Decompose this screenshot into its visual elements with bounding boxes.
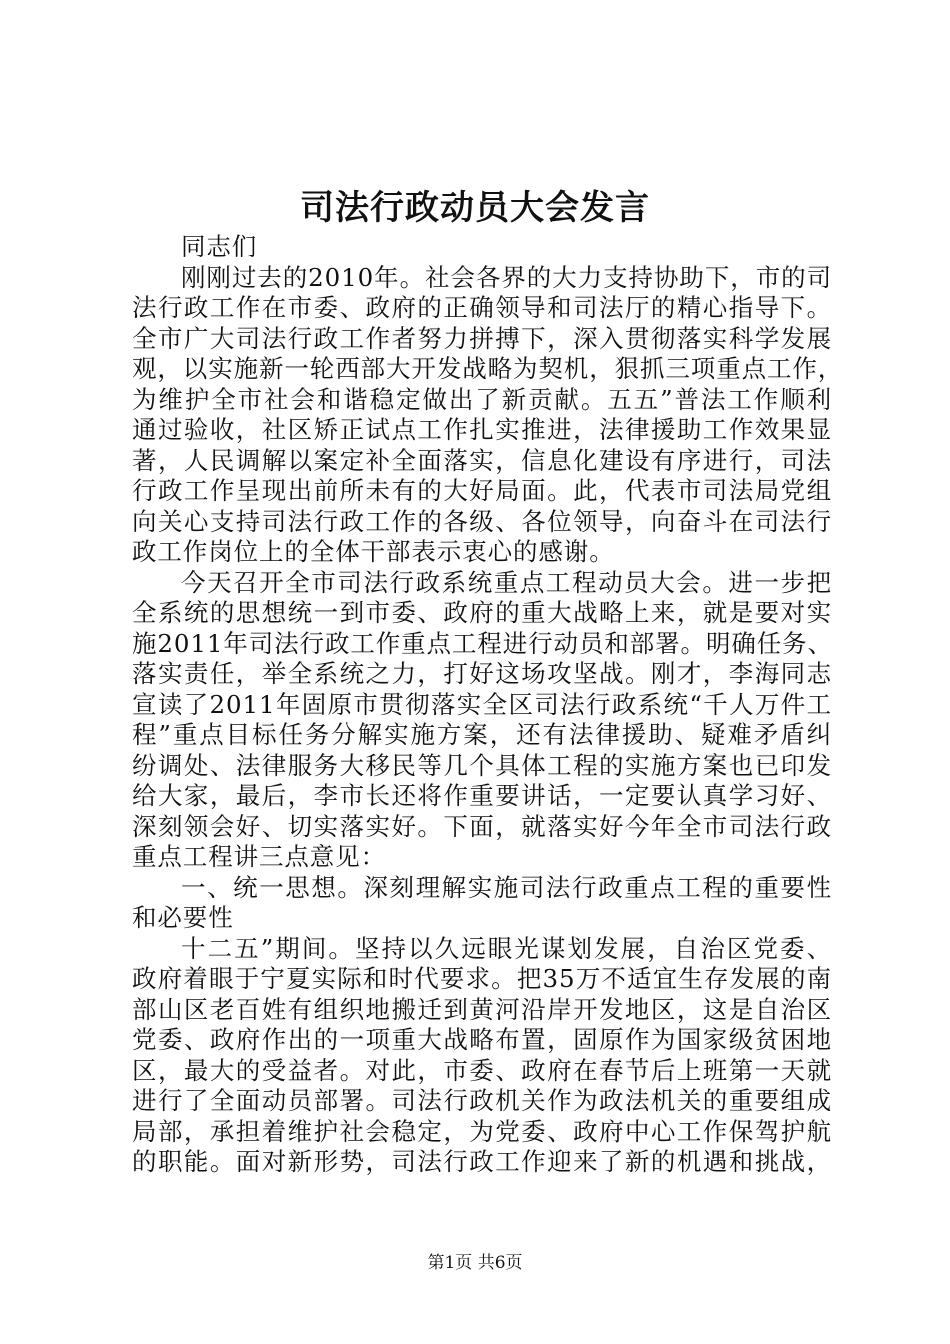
text-line: 今天召开全市司法行政系统重点工程动员大会。进一步把 bbox=[181, 567, 832, 597]
text-line: 施2011年司法行政工作重点工程进行动员和部署。明确任务、 bbox=[132, 628, 833, 658]
document-title: 司法行政动员大会发言 bbox=[300, 188, 650, 228]
text-line: 深刻领会好、切实落实好。下面，就落实好今年全市司法行政 bbox=[132, 811, 832, 841]
text-line: 著，人民调解以案定补全面落实，信息化建设有序进行，司法 bbox=[132, 445, 832, 475]
text-line: 和必要性 bbox=[132, 903, 234, 932]
text-line: 部山区老百姓有组织地搬迁到黄河沿岸开发地区，这是自治区 bbox=[132, 994, 832, 1024]
text-line: 同志们 bbox=[181, 232, 258, 261]
text-line: 程”重点目标任务分解实施方案，还有法律援助、疑难矛盾纠 bbox=[132, 720, 832, 749]
text-line: 向关心支持司法行政工作的各级、各位领导，向奋斗在司法行 bbox=[132, 506, 832, 536]
text-line: 为维护全市社会和谐稳定做出了新贡献。五五”普法工作顺利 bbox=[132, 384, 832, 414]
text-line: 通过验收，社区矫正试点工作扎实推进，法律援助工作效果显 bbox=[132, 415, 832, 444]
document-body bbox=[132, 232, 844, 1178]
text-line: 党委、政府作出的一项重大战略布置，固原作为国家级贫困地 bbox=[132, 1025, 832, 1054]
text-line: 局部，承担着维护社会稳定，为党委、政府中心工作保驾护航 bbox=[132, 1116, 832, 1146]
page-footer: 第1页 共6页 bbox=[427, 1253, 523, 1273]
text-line: 刚刚过去的2010年。社会各界的大力支持协助下，市的司 bbox=[181, 262, 832, 292]
text-line: 十二五”期间。坚持以久远眼光谋划发展，自治区党委、 bbox=[181, 933, 832, 963]
text-line: 一、统一思想。深刻理解实施司法行政重点工程的重要性 bbox=[181, 872, 832, 902]
text-line: 纷调处、法律服务大移民等几个具体工程的实施方案也已印发 bbox=[132, 750, 832, 780]
text-line: 行政工作呈现出前所未有的大好局面。此，代表市司法局党组 bbox=[132, 476, 832, 505]
text-line: 落实责任，举全系统之力，打好这场攻坚战。刚才，李海同志 bbox=[132, 659, 832, 688]
text-line: 区，最大的受益者。对此，市委、政府在春节后上班第一天就 bbox=[132, 1055, 832, 1085]
text-line: 政府着眼于宁夏实际和时代要求。把35万不适宜生存发展的南 bbox=[132, 964, 832, 993]
text-line: 重点工程讲三点意见： bbox=[132, 842, 386, 871]
text-line: 给大家，最后，李市长还将作重要讲话，一定要认真学习好、 bbox=[132, 781, 832, 810]
text-line: 全市广大司法行政工作者努力拼搏下，深入贯彻落实科学发展 bbox=[132, 323, 832, 353]
text-line: 政工作岗位上的全体干部表示衷心的感谢。 bbox=[132, 537, 615, 566]
text-line: 宣读了2011年固原市贯彻落实全区司法行政系统“千人万件工 bbox=[132, 689, 832, 719]
text-line: 法行政工作在市委、政府的正确领导和司法厅的精心指导下。 bbox=[132, 293, 832, 322]
text-line: 的职能。面对新形势，司法行政工作迎来了新的机遇和挑战， bbox=[132, 1147, 832, 1176]
text-line: 全系统的思想统一到市委、政府的重大战略上来，就是要对实 bbox=[132, 598, 832, 627]
text-line: 进行了全面动员部署。司法行政机关作为政法机关的重要组成 bbox=[132, 1086, 832, 1115]
text-line: 观，以实施新一轮西部大开发战略为契机，狠抓三项重点工作， bbox=[132, 354, 844, 383]
